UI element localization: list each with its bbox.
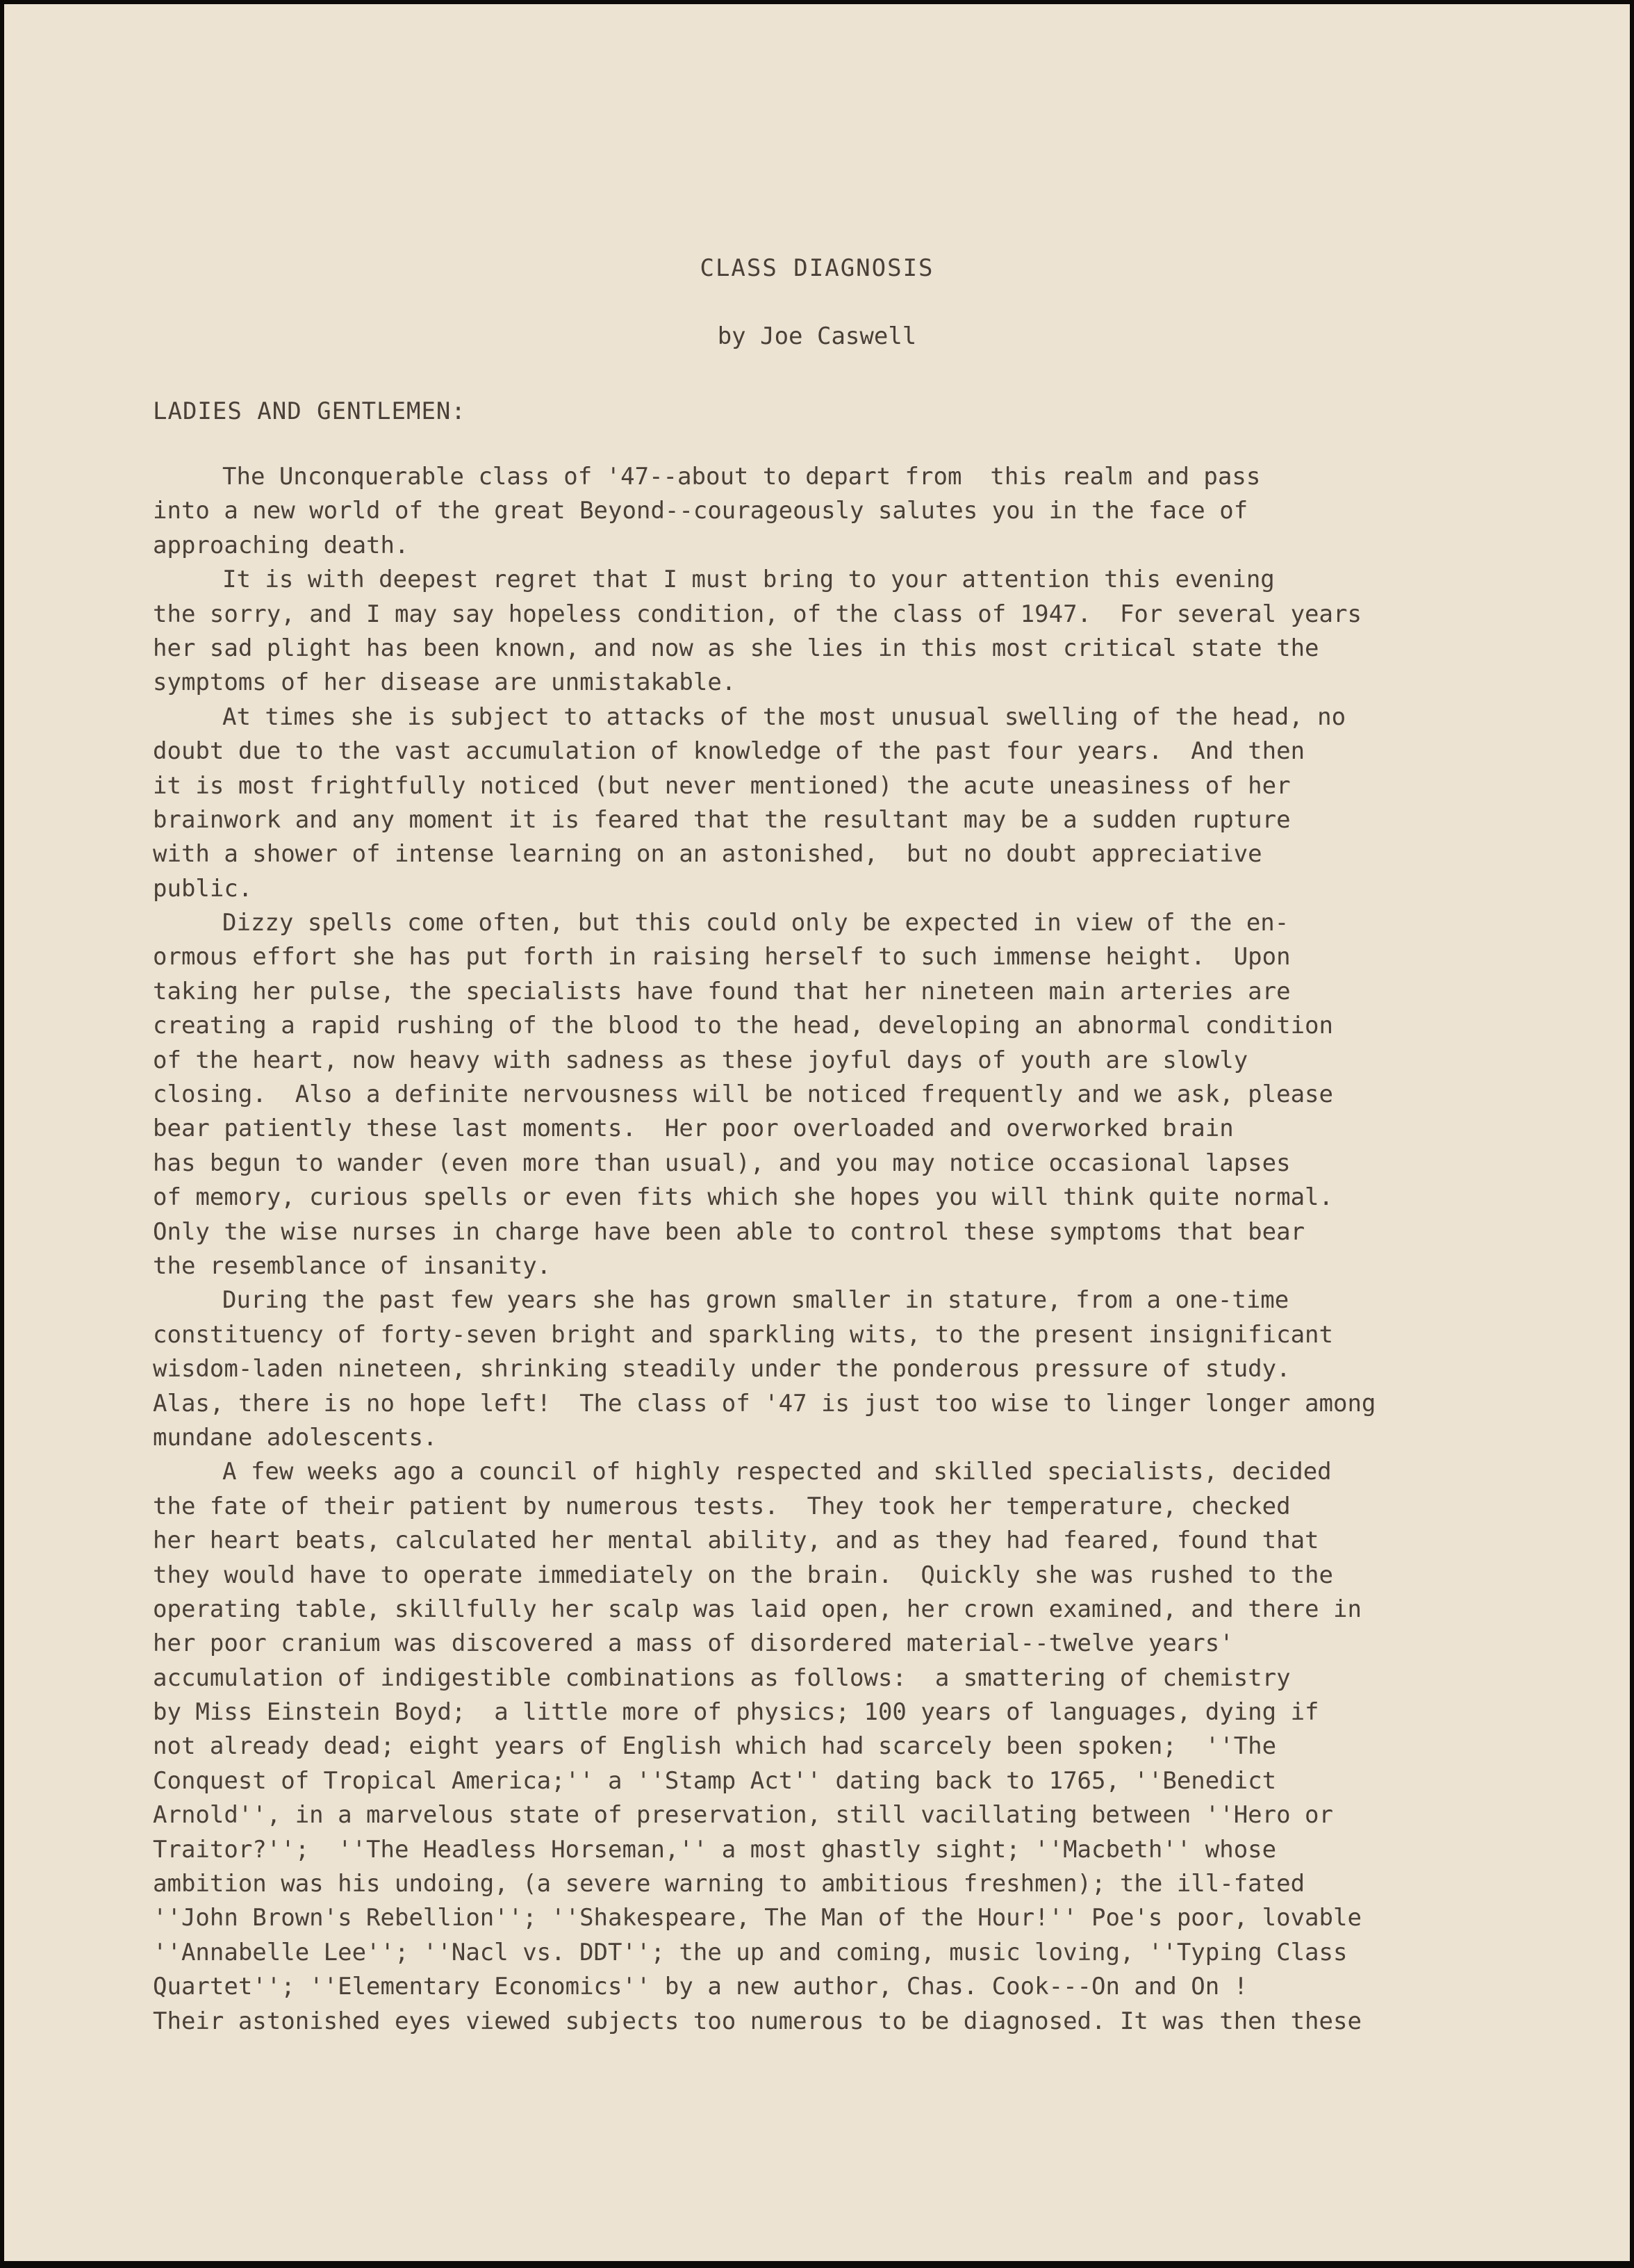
text-line: the fate of their patient by numerous tests. They took her temperature, checked xyxy=(153,1492,1291,1520)
text-line: her sad plight has been known, and now as she lies in this most critical state the xyxy=(153,634,1319,662)
salutation: LADIES AND GENTLEMEN: xyxy=(153,397,466,425)
body-text xyxy=(153,460,1487,2039)
text-line: The Unconquerable class of '47--about to depart from this realm and pass xyxy=(222,463,1261,491)
text-line: constituency of forty-seven bright and sparkling wits, to the present insignificant xyxy=(153,1320,1333,1349)
text-line: into a new world of the great Beyond--courageously salutes you in the face of xyxy=(153,497,1248,525)
text-line: Arnold'', in a marvelous state of preservation, still vacillating between ''Hero or xyxy=(153,1801,1333,1830)
text-line: At times she is subject to attacks of the most unusual swelling of the head, no xyxy=(222,702,1346,731)
text-line: of memory, curious spells or even fits which she hopes you will think quite normal. xyxy=(153,1183,1333,1212)
text-line: Their astonished eyes viewed subjects too numerous to be diagnosed. It was then these xyxy=(153,2007,1362,2035)
text-line: Quartet''; ''Elementary Economics'' by a new author, Chas. Cook---On and On ! xyxy=(153,1973,1248,2001)
text-line: Dizzy spells come often, but this could only be expected in view of the en- xyxy=(222,909,1289,937)
text-line: operating table, skillfully her scalp was laid open, her crown examined, and there in xyxy=(153,1595,1362,1623)
text-line: Traitor?''; ''The Headless Horseman,'' a most ghastly sight; ''Macbeth'' whose xyxy=(153,1835,1277,1864)
text-line: taking her pulse, the specialists have found that her nineteen main arteries are xyxy=(153,977,1291,1005)
text-line: ambition was his undoing, (a severe warning to ambitious freshmen); the ill-fated xyxy=(153,1870,1305,1898)
text-line: doubt due to the vast accumulation of knowledge of the past four years. And then xyxy=(153,737,1305,766)
text-line: the resemblance of insanity. xyxy=(153,1251,552,1280)
text-line: It is with deepest regret that I must bring to your attention this evening xyxy=(222,566,1275,594)
text-line: public. xyxy=(153,874,253,903)
text-line: ormous effort she has put forth in raising herself to such immense height. Upon xyxy=(153,943,1291,971)
text-line: Only the wise nurses in charge have been able to control these symptoms that bear xyxy=(153,1217,1305,1246)
text-line: by Miss Einstein Boyd; a little more of physics; 100 years of languages, dying if xyxy=(153,1698,1319,1727)
text-line: her poor cranium was discovered a mass of disordered material--twelve years' xyxy=(153,1629,1234,1658)
text-line: they would have to operate immediately on the brain. Quickly she was rushed to the xyxy=(153,1561,1333,1589)
text-line: ''John Brown's Rebellion''; ''Shakespeare, The Man of the Hour!'' Poe's poor, lovable xyxy=(153,1904,1362,1932)
text-line: has begun to wander (even more than usual), and you may notice occasional lapses xyxy=(153,1149,1291,1177)
text-line: Alas, there is no hope left! The class of '47 is just too wise to linger longer among xyxy=(153,1389,1376,1418)
text-line: of the heart, now heavy with sadness as these joyful days of youth are slowly xyxy=(153,1046,1248,1074)
text-line: Conquest of Tropical America;'' a ''Stamp Act'' dating back to 1765, ''Benedict xyxy=(153,1766,1277,1795)
author-byline: by Joe Caswell xyxy=(717,322,917,350)
document-title: CLASS DIAGNOSIS xyxy=(700,254,934,282)
text-line: A few weeks ago a council of highly respected and skilled specialists, decided xyxy=(222,1458,1332,1486)
text-line: her heart beats, calculated her mental ability, and as they had feared, found that xyxy=(153,1527,1319,1555)
text-line: bear patiently these last moments. Her poor overloaded and overworked brain xyxy=(153,1115,1234,1143)
text-line: wisdom-laden nineteen, shrinking steadily under the ponderous pressure of study. xyxy=(153,1355,1291,1383)
text-line: During the past few years she has grown smaller in stature, from a one-time xyxy=(222,1286,1289,1315)
text-line: it is most frightfully noticed (but never mentioned) the acute uneasiness of her xyxy=(153,771,1291,800)
text-line: symptoms of her disease are unmistakable. xyxy=(153,668,736,697)
text-line: ''Annabelle Lee''; ''Nacl vs. DDT''; the up and coming, music loving, ''Typing Class xyxy=(153,1938,1348,1966)
text-line: mundane adolescents. xyxy=(153,1423,438,1452)
text-line: not already dead; eight years of English which had scarcely been spoken; ''The xyxy=(153,1732,1277,1761)
text-line: approaching death. xyxy=(153,531,409,559)
text-line: creating a rapid rushing of the blood to the head, developing an abnormal condition xyxy=(153,1012,1333,1040)
text-line: brainwork and any moment it is feared that the resultant may be a sudden rupture xyxy=(153,805,1291,834)
document-page xyxy=(4,4,1630,2261)
text-line: the sorry, and I may say hopeless condition, of the class of 1947. For several years xyxy=(153,600,1362,628)
text-line: closing. Also a definite nervousness will be noticed frequently and we ask, please xyxy=(153,1080,1333,1109)
text-line: with a shower of intense learning on an astonished, but no doubt appreciative xyxy=(153,840,1262,869)
text-line: accumulation of indigestible combinations as follows: a smattering of chemistry xyxy=(153,1663,1291,1692)
